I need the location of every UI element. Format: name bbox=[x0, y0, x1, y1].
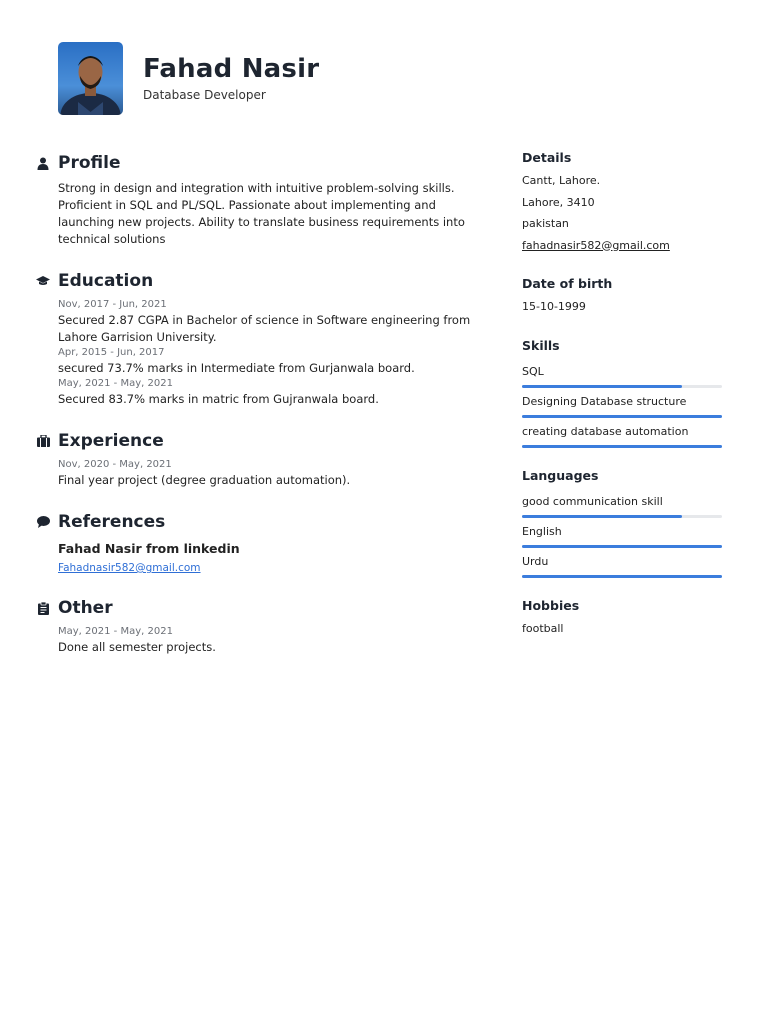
reference-email-link[interactable]: Fahadnasir582@gmail.com bbox=[58, 562, 201, 574]
profile-section bbox=[36, 150, 476, 248]
candidate-name: Fahad Nasir bbox=[143, 54, 320, 84]
briefcase-icon bbox=[36, 434, 50, 448]
details-section bbox=[522, 150, 732, 256]
hobbies-section bbox=[522, 598, 732, 640]
language-level-fill bbox=[522, 515, 682, 518]
experience-title: Experience bbox=[58, 431, 164, 451]
experience-date: Nov, 2020 - May, 2021 bbox=[58, 459, 172, 470]
email-link[interactable]: fahadnasir582@gmail.com bbox=[522, 238, 670, 252]
education-section bbox=[36, 268, 476, 408]
sidebar-column bbox=[522, 150, 732, 659]
references-title: References bbox=[58, 512, 166, 532]
skill-level-bar bbox=[522, 385, 722, 388]
language-level-bar bbox=[522, 515, 722, 518]
education-entry bbox=[58, 298, 476, 346]
education-entry bbox=[58, 346, 476, 377]
details-title: Details bbox=[522, 150, 572, 165]
graduation-cap-icon bbox=[36, 274, 50, 288]
skill-label: SQL bbox=[522, 364, 544, 378]
language-item bbox=[522, 552, 732, 578]
education-date: May, 2021 - May, 2021 bbox=[58, 378, 173, 389]
skill-item bbox=[522, 362, 732, 388]
education-entry bbox=[58, 377, 476, 408]
education-text: Secured 83.7% marks in matric from Gujranwala board. bbox=[58, 392, 379, 406]
skill-level-bar bbox=[522, 415, 722, 418]
skills-section bbox=[522, 338, 732, 448]
dob-section bbox=[522, 276, 732, 318]
education-text: Secured 2.87 CGPA in Bachelor of science in Software engineering from Lahore Garrision University. bbox=[58, 313, 471, 344]
speech-bubble-icon bbox=[36, 515, 50, 529]
profile-title: Profile bbox=[58, 153, 121, 173]
education-date: Nov, 2017 - Jun, 2021 bbox=[58, 299, 167, 310]
skill-level-fill bbox=[522, 445, 722, 448]
language-level-bar bbox=[522, 575, 722, 578]
clipboard-icon bbox=[36, 601, 50, 615]
resume-header bbox=[58, 42, 718, 116]
experience-text: Final year project (degree graduation automation). bbox=[58, 473, 351, 487]
education-title: Education bbox=[58, 271, 154, 291]
skills-title: Skills bbox=[522, 337, 560, 353]
other-title: Other bbox=[58, 598, 113, 618]
language-label: good communication skill bbox=[522, 494, 663, 508]
other-text: Done all semester projects. bbox=[58, 640, 216, 654]
references-section bbox=[36, 509, 476, 575]
country-line: pakistan bbox=[522, 217, 569, 230]
other-date: May, 2021 - May, 2021 bbox=[58, 626, 173, 637]
user-icon bbox=[36, 156, 50, 170]
experience-section bbox=[36, 428, 476, 489]
other-section bbox=[36, 595, 476, 656]
hobbies-title: Hobbies bbox=[522, 597, 580, 613]
skill-level-fill bbox=[522, 415, 722, 418]
skill-item bbox=[522, 392, 732, 418]
main-column bbox=[36, 150, 476, 676]
language-label: English bbox=[522, 524, 562, 538]
language-level-fill bbox=[522, 575, 722, 578]
language-label: Urdu bbox=[522, 554, 549, 568]
languages-title: Languages bbox=[522, 467, 599, 483]
city-line: Lahore, 3410 bbox=[522, 195, 595, 209]
skill-label: creating database automation bbox=[522, 424, 689, 438]
skill-label: Designing Database structure bbox=[522, 394, 687, 408]
address-line: Cantt, Lahore. bbox=[522, 174, 601, 187]
language-item bbox=[522, 522, 732, 548]
language-item bbox=[522, 492, 732, 518]
language-level-fill bbox=[522, 545, 722, 548]
language-level-bar bbox=[522, 545, 722, 548]
dob-value: 15-10-1999 bbox=[522, 300, 586, 313]
education-date: Apr, 2015 - Jun, 2017 bbox=[58, 347, 165, 358]
skill-level-fill bbox=[522, 385, 682, 388]
dob-title: Date of birth bbox=[522, 276, 613, 291]
hobby-item: football bbox=[522, 621, 564, 635]
candidate-role: Database Developer bbox=[143, 88, 266, 102]
reference-name: Fahad Nasir from linkedin bbox=[58, 541, 240, 556]
skill-level-bar bbox=[522, 445, 722, 448]
profile-photo bbox=[58, 42, 123, 115]
education-text: secured 73.7% marks in Intermediate from Gurjanwala board. bbox=[58, 361, 415, 375]
skill-item bbox=[522, 422, 732, 448]
profile-text: Strong in design and integration with intuitive problem-solving skills. Proficient in SQL and PL/SQL. Passionate about implementing and launching new projects. Ability to translate business requirements into technical solutions bbox=[58, 181, 465, 246]
languages-section bbox=[522, 468, 732, 578]
